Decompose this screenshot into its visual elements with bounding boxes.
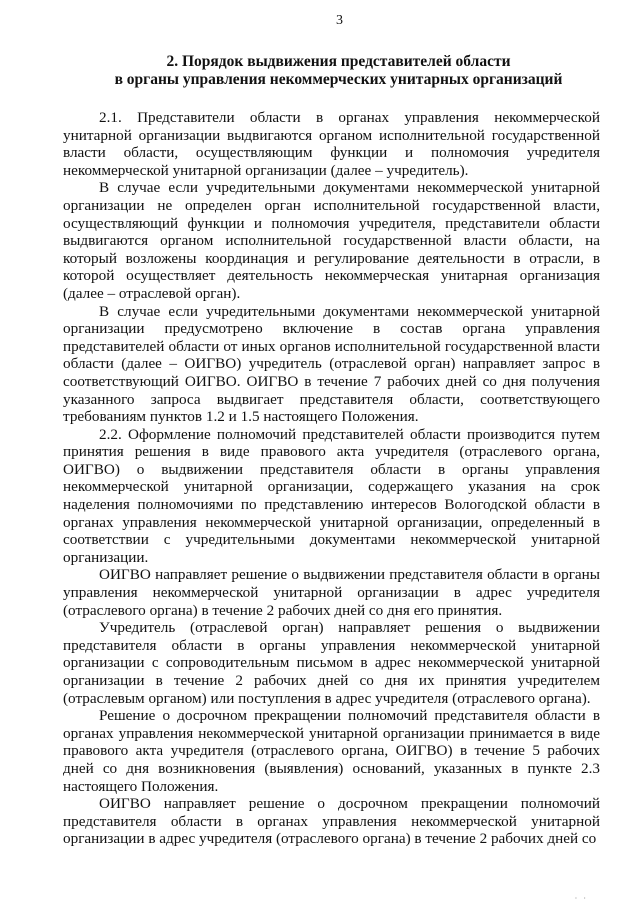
paragraph-early-termination: Решение о досрочном прекращении полномочий представителя области в органах управления некоммерческой унитарной организации принимается в виде правового акта учредителя (отраслевого органа, ОИГВО) в течение 5 рабочих дней со дня возникновения (выявления) оснований, указанных в пункте 2.3 настоящего Положения.	[63, 707, 600, 795]
paragraph-oigvo-request: В случае если учредительными документами некоммерческой унитарной организации предусмотрено включение в состав органа управления представителей области от иных органов исполнительной государственной власти области (далее – ОИГВО) учредитель (отраслевой орган) направляет запрос в соответствующий ОИГВО. ОИГВО в течение 7 рабочих дней со дня получения указанного запроса выдвигает представителя области, соответствующего требованиям пунктов 1.2 и 1.5 настоящего Положения.	[63, 302, 600, 426]
paragraph-2-1: 2.1. Представители области в органах управления некоммерческой унитарной организации выдвигаются органом исполнительной государственной власти области, осуществляющим функции и полномочия учредителя некоммерческой унитарной организации (далее – учредитель).	[63, 109, 600, 179]
section-title-line-2: в органы управления некоммерческих унитарных организаций	[114, 71, 563, 88]
paragraph-founder-sends-decisions: Учредитель (отраслевой орган) направляет решения о выдвижении представителя области в органы управления некоммерческой унитарной организации с сопроводительным письмом в адрес некоммерческой унитарной организации в течение 2 рабочих дней со дня их принятия учредителем (отраслевым органом) или поступления в адрес учредителя (отраслевого органа).	[63, 619, 600, 707]
paragraph-2-2: 2.2. Оформление полномочий представителей области производится путем принятия решения в виде правового акта учредителя (отраслевого органа, ОИГВО) о выдвижении представителя области в органы управления некоммерческой унитарной организации, содержащего указания на срок наделения полномочиями по представлению интересов Вологодской области в органах управления некоммерческой унитарной организации, определенный в соответствии с учредительными документами некоммерческой унитарной организации.	[63, 425, 600, 566]
page-number: 3	[336, 13, 343, 28]
paragraph-oigvo-termination-notice: ОИГВО направляет решение о досрочном прекращении полномочий представителя области в органах управления некоммерческой унитарной организации в адрес учредителя (отраслевого органа) в течение 2 рабочих дней со	[63, 795, 600, 848]
document-body	[63, 109, 600, 848]
paragraph-no-founder-case: В случае если учредительными документами некоммерческой унитарной организации не определен орган исполнительной государственной власти, осуществляющий функции и полномочия учредителя, представители области выдвигаются органом исполнительной государственной власти области, на который возложены координация и регулирование деятельности в отрасли, в которой осуществляет деятельность некоммерческая унитарная организация (далее – отраслевой орган).	[63, 179, 600, 302]
paragraph-oigvo-sends-decision: ОИГВО направляет решение о выдвижении представителя области в органы управления некоммерческой унитарной организации в адрес учредителя (отраслевого органа) в течение 2 рабочих дней со дня его принятия.	[63, 566, 600, 619]
corner-mark: · ·	[574, 894, 588, 903]
section-title-line-1: 2. Порядок выдвижения представителей области	[166, 53, 511, 70]
section-title	[63, 53, 600, 89]
